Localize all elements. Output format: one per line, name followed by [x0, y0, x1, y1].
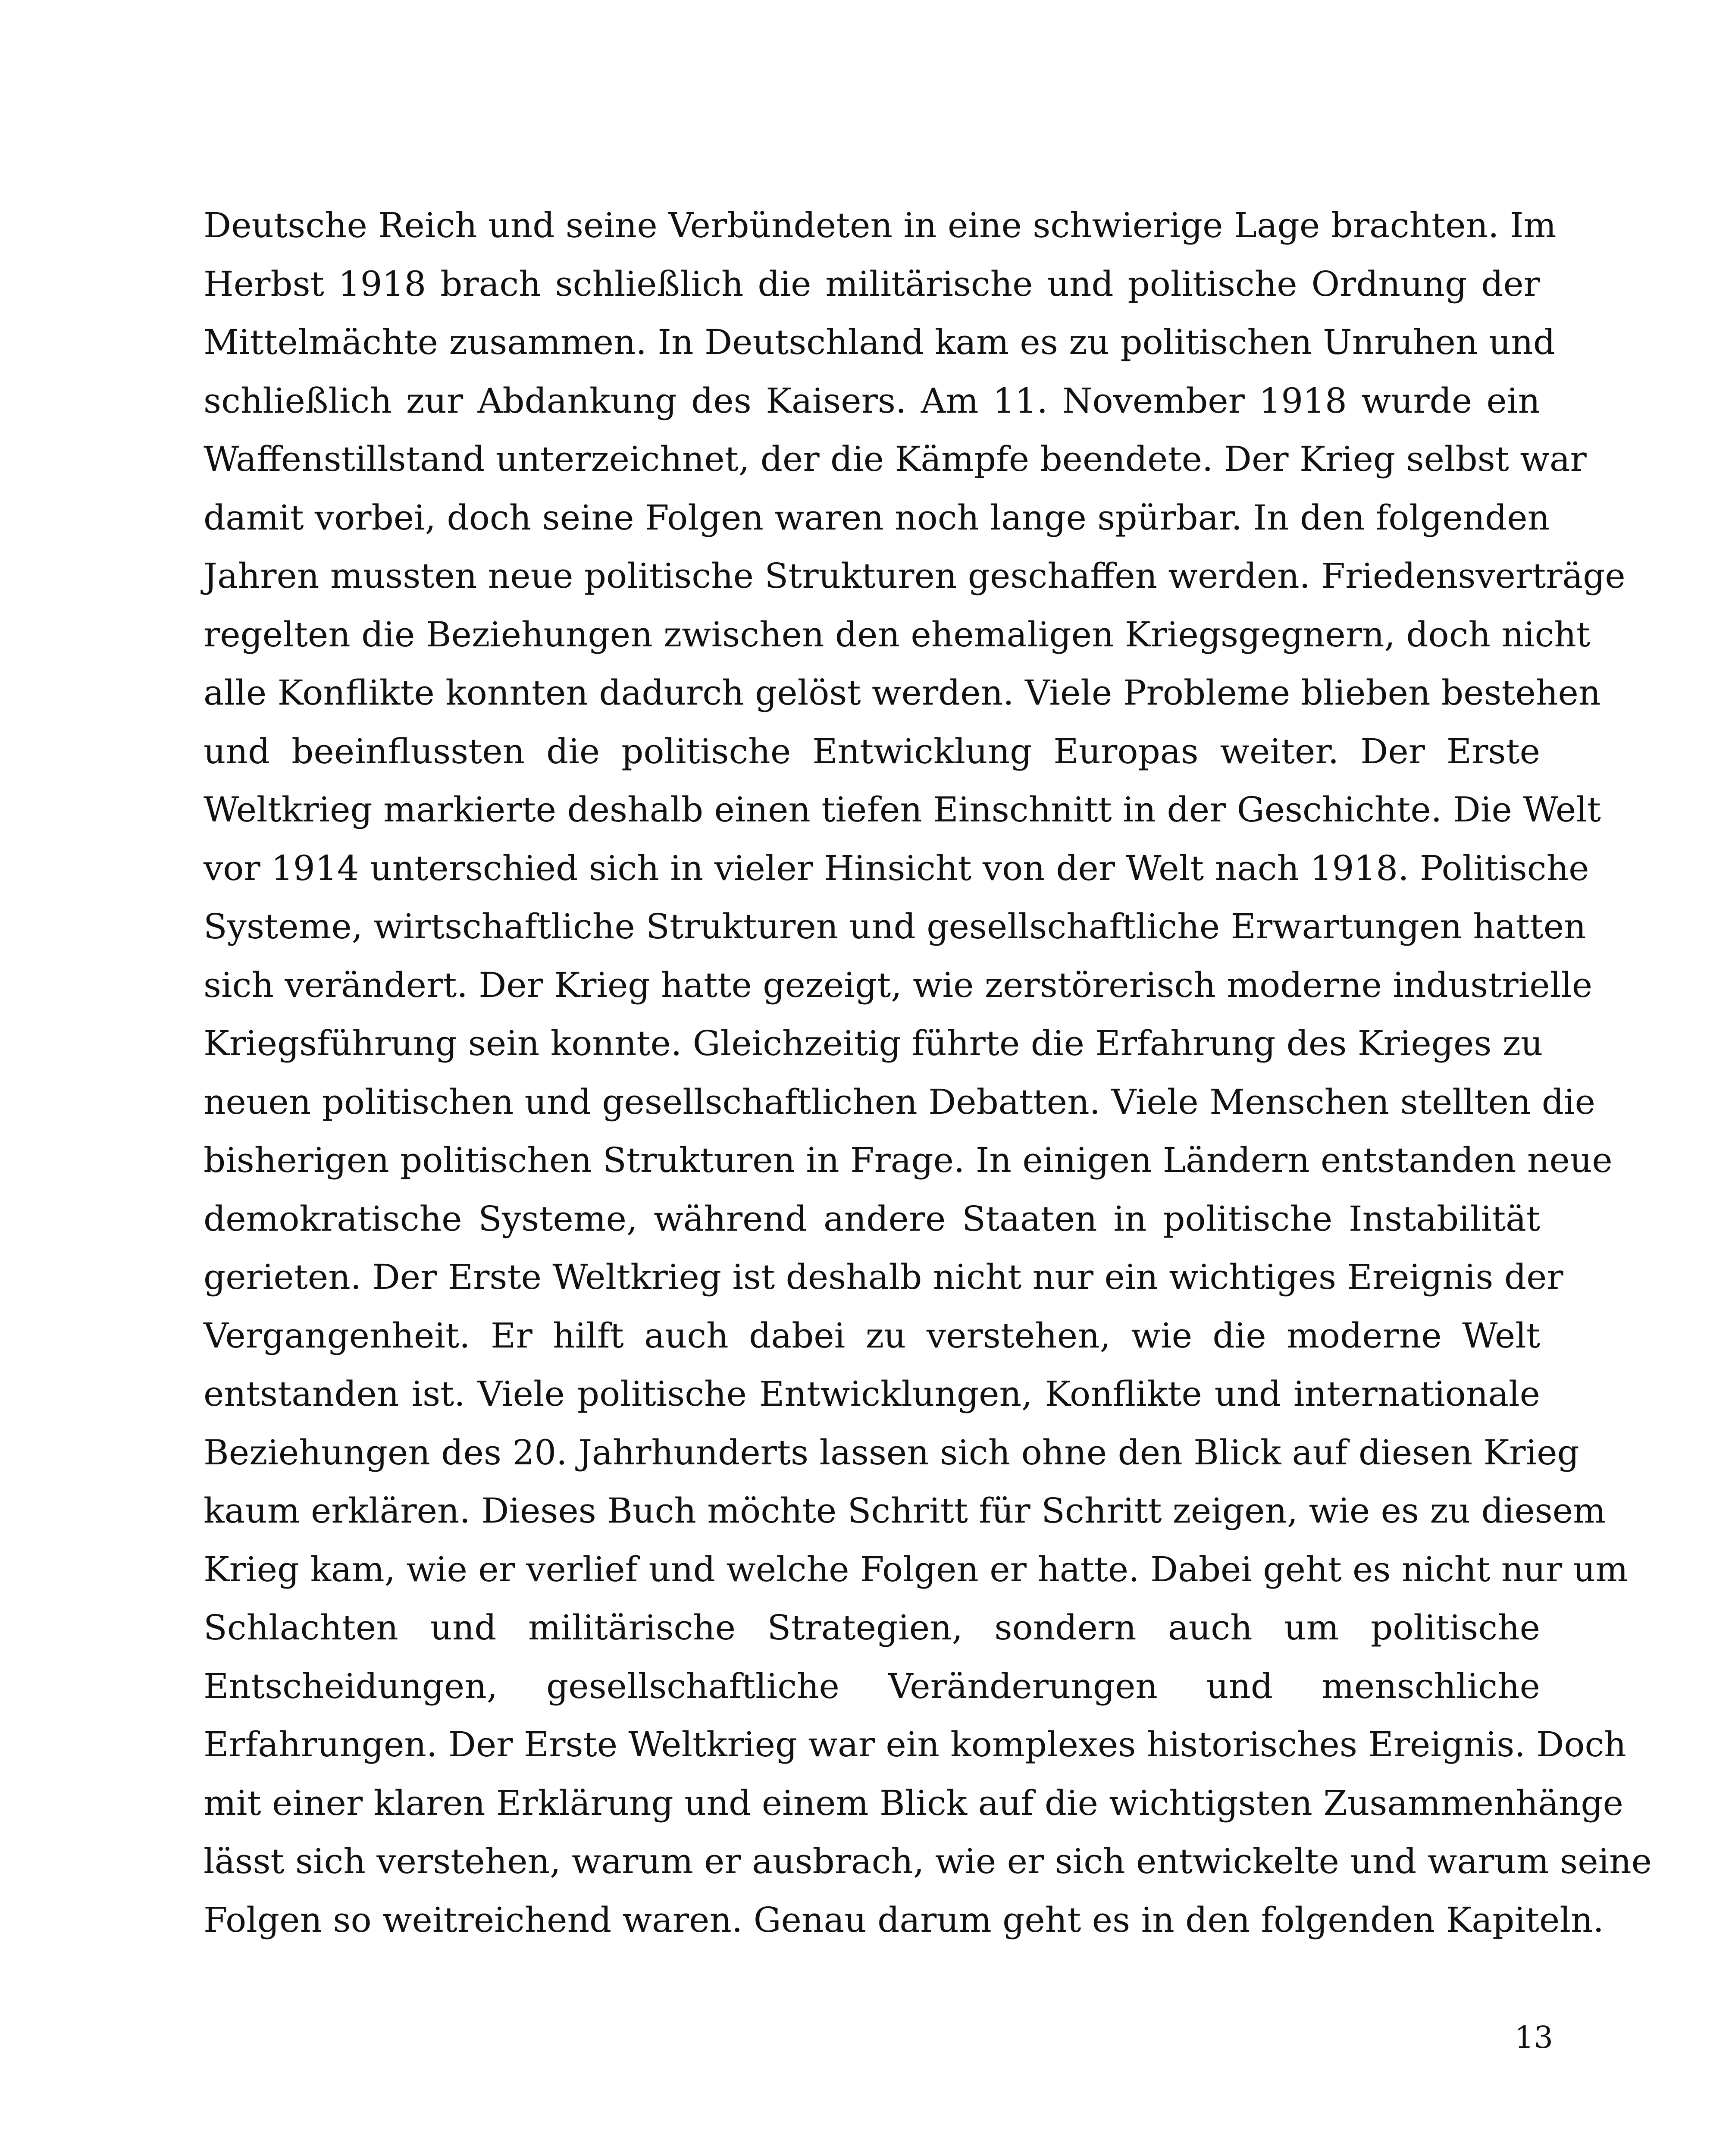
body-paragraph	[204, 196, 1652, 1949]
text-line: Jahren mussten neue politische Strukturen geschaffen werden. Friedensverträge	[204, 556, 1626, 596]
text-line: Waffenstillstand unterzeichnet, der die Kämpfe beendete. Der Krieg selbst war	[204, 439, 1587, 479]
text-line: gerieten. Der Erste Weltkrieg ist deshalb nicht nur ein wichtiges Ereignis der	[204, 1257, 1563, 1297]
text-line: Beziehungen des 20. Jahrhunderts lassen sich ohne den Blick auf diesen Krieg	[204, 1432, 1579, 1473]
page-number: 13	[1514, 2020, 1553, 2055]
text-line: Vergangenheit. Er hilft auch dabei zu verstehen, wie die moderne Welt	[204, 1315, 1540, 1356]
text-line: Mittelmächte zusammen. In Deutschland kam es zu politischen Unruhen und	[204, 322, 1556, 362]
text-line: Deutsche Reich und seine Verbündeten in eine schwierige Lage brachten. Im	[204, 205, 1557, 245]
text-line: Erfahrungen. Der Erste Weltkrieg war ein komplexes historisches Ereignis. Doch	[204, 1724, 1626, 1764]
text-line: mit einer klaren Erklärung und einem Blick auf die wichtigsten Zusammenhänge	[204, 1783, 1623, 1823]
text-line: Krieg kam, wie er verlief und welche Folgen er hatte. Dabei geht es nicht nur um	[204, 1549, 1628, 1589]
text-line: demokratische Systeme, während andere Staaten in politische Instabilität	[204, 1198, 1540, 1239]
text-line: neuen politischen und gesellschaftlichen Debatten. Viele Menschen stellten die	[204, 1081, 1595, 1122]
text-line: Weltkrieg markierte deshalb einen tiefen Einschnitt in der Geschichte. Die Welt	[204, 790, 1601, 830]
text-line: lässt sich verstehen, warum er ausbrach, wie er sich entwickelte und warum seine	[204, 1841, 1652, 1881]
text-line: schließlich zur Abdankung des Kaisers. Am 11. November 1918 wurde ein	[204, 380, 1540, 421]
text-line: alle Konflikte konnten dadurch gelöst werden. Viele Probleme blieben bestehen	[204, 673, 1601, 713]
text-line: Kriegsführung sein konnte. Gleichzeitig führte die Erfahrung des Krieges zu	[204, 1023, 1543, 1063]
text-line: Herbst 1918 brach schließlich die militärische und politische Ordnung der	[204, 263, 1540, 304]
text-line: kaum erklären. Dieses Buch möchte Schritt für Schritt zeigen, wie es zu diesem	[204, 1491, 1606, 1531]
text-line: damit vorbei, doch seine Folgen waren noch lange spürbar. In den folgenden	[204, 497, 1550, 538]
text-line: und beeinflussten die politische Entwicklung Europas weiter. Der Erste	[204, 731, 1540, 771]
text-line: Schlachten und militärische Strategien, sondern auch um politische	[204, 1608, 1540, 1648]
text-line: Entscheidungen, gesellschaftliche Veränderungen und menschliche	[204, 1666, 1540, 1706]
text-line: vor 1914 unterschied sich in vieler Hinsicht von der Welt nach 1918. Politische	[204, 848, 1589, 888]
text-line: sich verändert. Der Krieg hatte gezeigt, wie zerstörerisch moderne industrielle	[204, 965, 1593, 1005]
text-line: entstanden ist. Viele politische Entwicklungen, Konflikte und internationale	[204, 1374, 1540, 1414]
text-line: regelten die Beziehungen zwischen den ehemaligen Kriegsgegnern, doch nicht	[204, 614, 1591, 655]
text-line: Systeme, wirtschaftliche Strukturen und gesellschaftliche Erwartungen hatten	[204, 906, 1586, 946]
text-line-last: Folgen so weitreichend waren. Genau darum geht es in den folgenden Kapiteln.	[204, 1899, 1604, 1940]
text-line: bisherigen politischen Strukturen in Frage. In einigen Ländern entstanden neue	[204, 1140, 1613, 1180]
